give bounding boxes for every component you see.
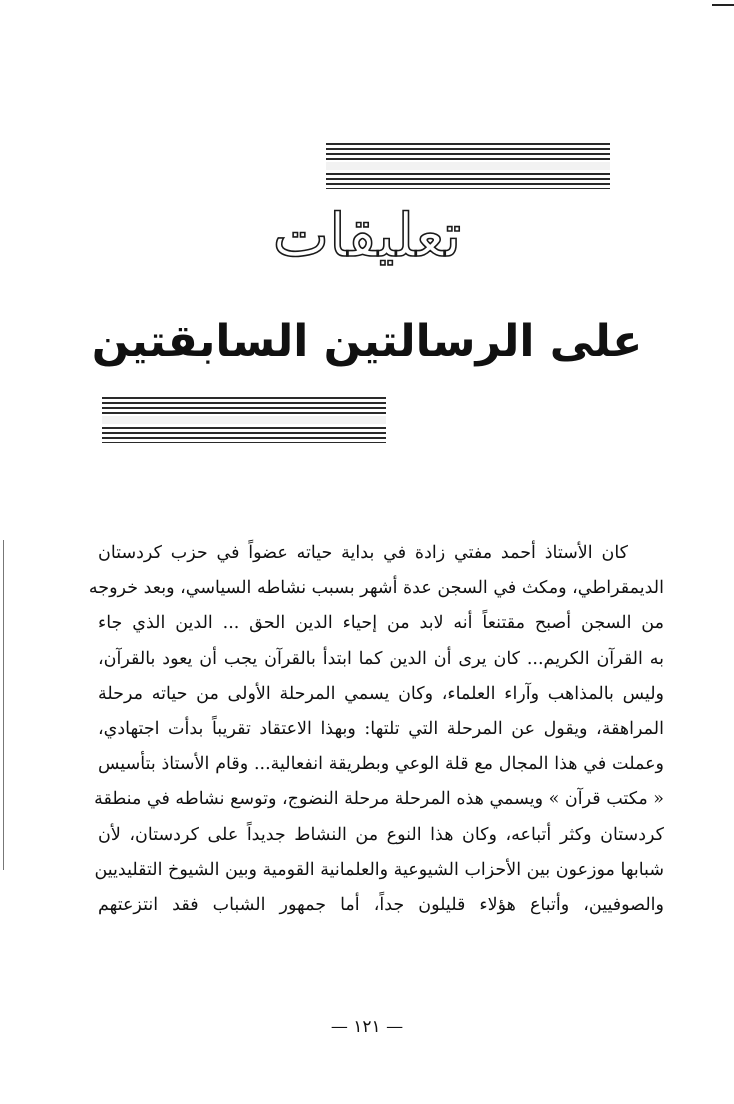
page-number: — ١٢١ — [330, 1017, 404, 1037]
text-line: « مكتب قرآن » ويسمي هذه المرحلة مرحلة النضوج، وتوسع نشاطه في منطقة [94, 789, 664, 810]
decorative-rule-bottom [102, 397, 386, 443]
text-line: والصوفيين، وأتباع هؤلاء قليلون جداً، أما جمهور الشباب فقد انتزعتهم [98, 894, 664, 915]
text-line: من السجن أصبح مقتنعاً أنه لابد من إحياء الدين الحق ... الدين الذي جاء [98, 613, 664, 634]
decorative-rule-top [326, 143, 610, 189]
page-subtitle: على الرسالتين السابقتين [91, 316, 643, 367]
body-paragraph [88, 536, 664, 923]
margin-line [3, 540, 4, 870]
corner-mark [712, 4, 734, 6]
page-title: تعليقات [272, 201, 462, 271]
text-line: المراهقة، ويقول عن المرحلة التي تلتها: وبهذا الاعتقاد تقريباً بدأت اجتهادي، [98, 718, 664, 739]
text-line: وعملت في هذا المجال مع قلة الوعي وبطريقة انفعالية... وقام الأستاذ بتأسيس [98, 754, 664, 775]
text-line: الديمقراطي، ومكث في السجن عدة أشهر بسبب نشاطه السياسي، وبعد خروجه [88, 578, 664, 599]
text-line: كردستان وكثر أتباعه، وكان هذا النوع من النشاط جديداً على كردستان، لأن [98, 824, 664, 845]
text-line: به القرآن الكريم... كان يرى أن الدين كما ابتدأ بالقرآن يجب أن يعود بالقرآن، [98, 648, 664, 669]
text-line: كان الأستاذ أحمد مفتي زادة في بداية حياته عضواً في حزب كردستان [98, 543, 628, 563]
text-line: شبابها موزعون بين الأحزاب الشيوعية والعلمانية القومية وبين الشيوخ التقليديين [94, 859, 664, 880]
text-line: وليس بالمذاهب وآراء العلماء، وكان يسمي المرحلة الأولى من حياته مرحلة [98, 683, 664, 704]
